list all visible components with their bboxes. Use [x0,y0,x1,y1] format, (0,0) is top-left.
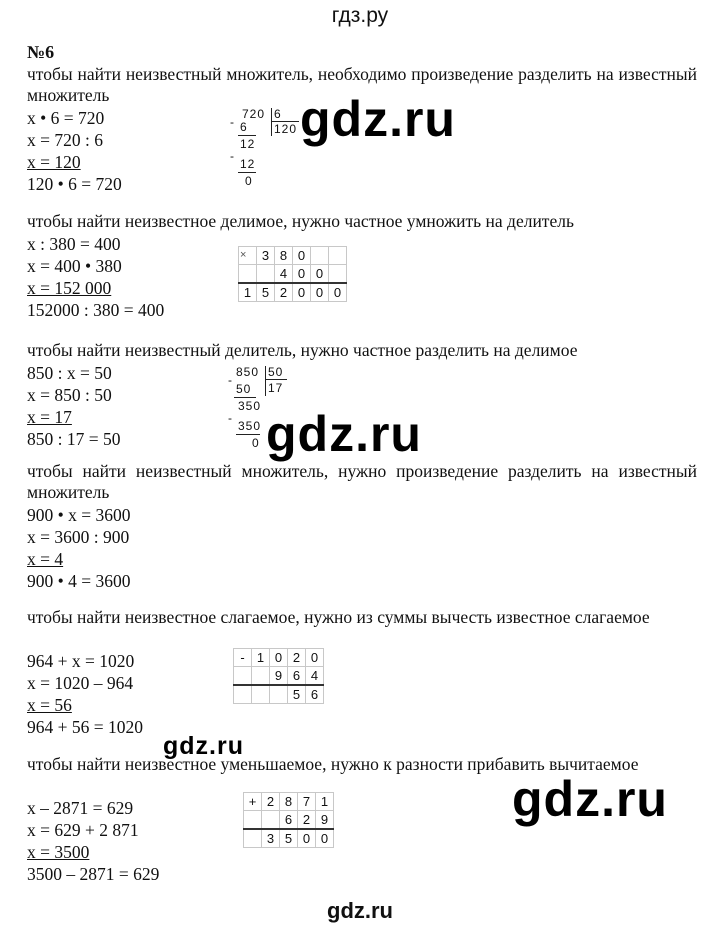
rule-text-1: чтобы найти неизвестный множитель, необходимо произведение разделить на известный множитель [27,64,697,105]
equation-lines-4 [27,504,131,592]
remainder: 350 [238,399,262,413]
rule-text-5: чтобы найти неизвестное слагаемое, нужно из суммы вычесть известное слагаемое [27,607,650,627]
equation-line: 850 : x = 50 [27,363,112,383]
equation-line: x = 850 : 50 [27,385,112,405]
equation-line: x = 720 : 6 [27,130,103,150]
long-division-2: - 850 50 17 50 350 - 350 0 [228,366,298,456]
rule-text-2: чтобы найти неизвестное делимое, нужно частное умножить на делитель [27,211,574,231]
long-division-1: 720 6 120 - 6 12 - 12 0 [230,107,298,188]
equation-lines-6 [27,797,159,885]
equation-answer: x = 120 [27,152,81,172]
equation-answer: x = 56 [27,695,72,715]
rule-text-4: чтобы найти неизвестный множитель, нужно произведение разделить на известный множитель [27,461,697,502]
rule-text-6: чтобы найти неизвестное уменьшаемое, нужно к разности прибавить вычитаемое [27,754,639,774]
watermark: gdz.ru [512,771,668,827]
minus-sign: - [234,649,252,667]
subtrahend: 50 [236,382,252,396]
quotient: 17 [268,381,284,395]
equation-lines-3 [27,362,120,450]
equation-check: 120 • 6 = 720 [27,174,122,194]
equation-answer: x = 17 [27,407,72,427]
equation-line: x = 3600 : 900 [27,527,130,547]
dividend: 850 [236,365,260,379]
subtraction-grid: - 1 0 2 0 9 6 4 5 6 [233,648,324,704]
remainder: 0 [245,174,253,188]
equation-line: 900 • x = 3600 [27,505,131,525]
equation-check: 152000 : 380 = 400 [27,300,165,320]
equation-answer: x = 152 000 [27,278,112,298]
subtrahend: 12 [240,157,256,171]
remainder: 12 [240,137,256,151]
rule-text-3: чтобы найти неизвестный делитель, нужно частное разделить на делимое [27,340,578,360]
equation-lines-1 [27,107,122,195]
equation-line: x • 6 = 720 [27,108,105,128]
site-footer: gdz.ru [327,898,393,923]
subtrahend: 6 [240,120,248,134]
watermark: gdz.ru [266,406,422,462]
equation-line: x = 1020 – 964 [27,673,134,693]
equation-line: 964 + x = 1020 [27,651,135,671]
site-header: гдз.ру [331,4,389,27]
equation-line: x = 400 • 380 [27,256,122,276]
equation-answer: x = 3500 [27,842,90,862]
multiply-sign: × [240,249,247,261]
watermark: gdz.ru [300,91,456,147]
addition-grid: + 2 8 7 1 6 2 9 3 5 0 0 [243,792,334,848]
quotient: 120 [274,122,298,136]
equation-check: 850 : 17 = 50 [27,429,121,449]
equation-line: x : 380 = 400 [27,234,121,254]
equation-lines-2 [27,233,164,321]
watermark: gdz.ru [163,732,244,760]
divisor: 50 [268,365,284,379]
equation-answer: x = 4 [27,549,64,569]
subtrahend: 350 [238,419,262,433]
plus-sign: + [244,793,262,811]
divisor: 6 [274,107,282,121]
remainder: 0 [252,436,260,450]
multiplication-grid: 3 8 0 4 0 0 1 5 2 0 0 0 [238,246,347,302]
equation-check: 964 + 56 = 1020 [27,717,143,737]
dividend: 720 [242,107,266,121]
equation-check: 3500 – 2871 = 629 [27,864,160,884]
equation-line: x – 2871 = 629 [27,798,134,818]
task-number: №6 [27,42,55,62]
equation-line: x = 629 + 2 871 [27,820,139,840]
equation-check: 900 • 4 = 3600 [27,571,131,591]
equation-lines-5 [27,650,143,738]
